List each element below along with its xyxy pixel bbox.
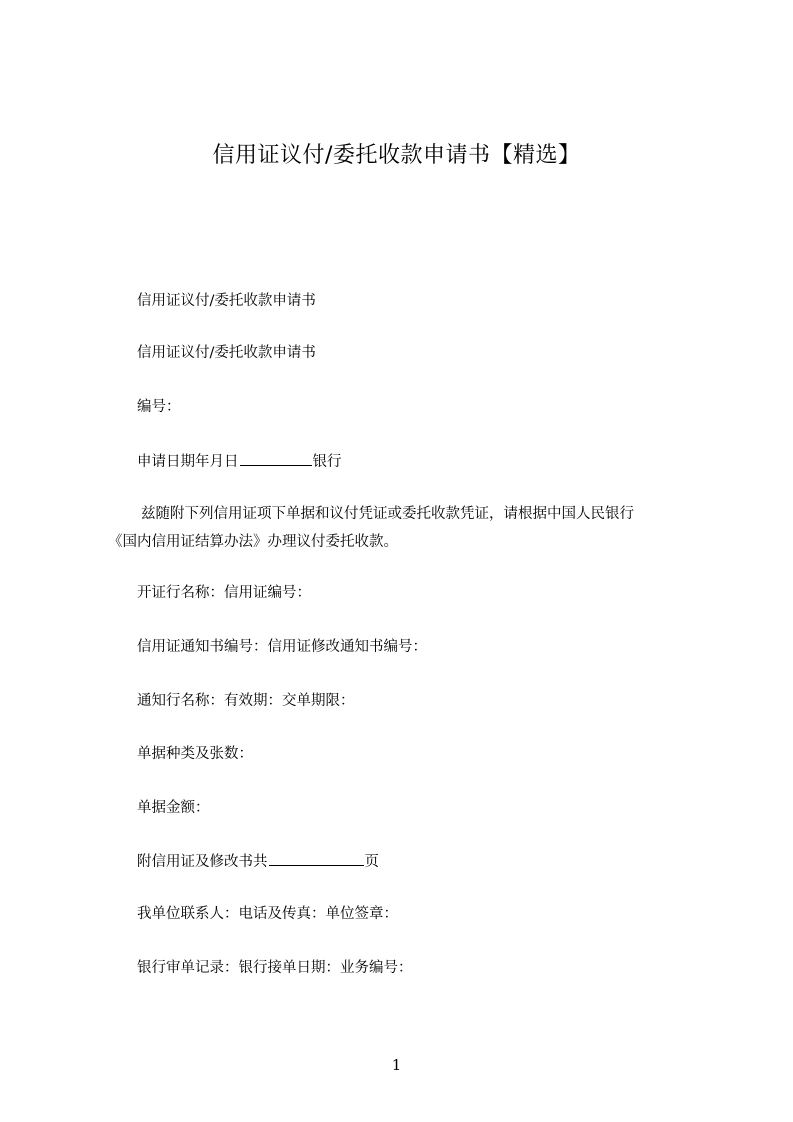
form-heading-1: 信用证议付/委托收款申请书: [137, 293, 316, 309]
number-line: 编号：: [137, 399, 181, 415]
date-blank: [240, 450, 312, 466]
paragraph-line-2: 《国内信用证结算办法》办理议付委托收款。: [108, 534, 398, 550]
contact-line: 我单位联系人：电话及传真：单位签章：: [137, 906, 398, 922]
notice-number-line: 信用证通知书编号：信用证修改通知书编号：: [137, 639, 427, 655]
document-title: 信用证议付/委托收款申请书【精选】: [212, 143, 581, 168]
advising-bank-line: 通知行名称：有效期：交单期限：: [137, 693, 355, 709]
page-unit-label: 页: [364, 854, 379, 870]
attachment-label: 附信用证及修改书共: [137, 854, 268, 870]
attachment-blank: [269, 850, 364, 866]
paragraph-line-1: 兹随附下列信用证项下单据和议付凭证或委托收款凭证，请根据中国人民银行: [141, 506, 634, 522]
bank-label: 银行: [312, 454, 342, 470]
request-paragraph: [108, 500, 708, 556]
issuing-bank-line: 开证行名称：信用证编号：: [137, 585, 311, 601]
attachment-line: [137, 850, 379, 873]
document-amount-line: 单据金额：: [137, 800, 210, 816]
application-date-line: [137, 450, 342, 473]
bank-record-line: 银行审单记录：银行接单日期：业务编号：: [137, 960, 413, 976]
document-types-line: 单据种类及张数：: [137, 746, 253, 762]
date-label: 申请日期年月日: [137, 454, 239, 470]
page-number: 1: [391, 1056, 402, 1074]
form-heading-2: 信用证议付/委托收款申请书: [137, 345, 316, 361]
